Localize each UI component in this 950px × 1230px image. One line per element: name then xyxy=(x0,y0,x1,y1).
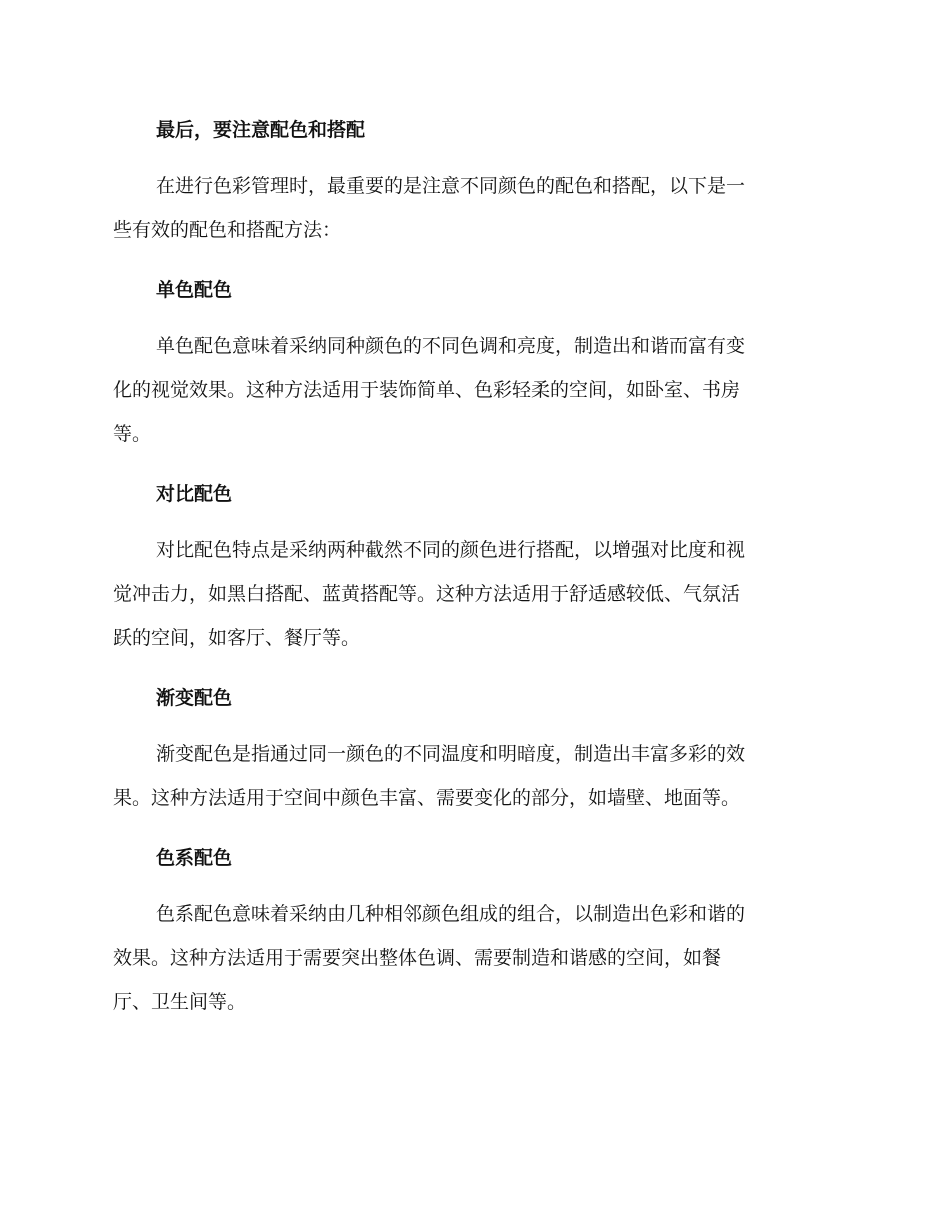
paragraph-line: 果。这种方法适用于空间中颜色丰富、需要变化的部分，如墙壁、地面等。 xyxy=(113,787,741,809)
section-heading: 对比配色 xyxy=(156,483,233,505)
section-heading: 色系配色 xyxy=(156,847,233,869)
paragraph-line: 觉冲击力，如黑白搭配、蓝黄搭配等。这种方法适用于舒适感较低、气氛活 xyxy=(113,583,741,605)
paragraph-line: 单色配色意味着采纳同种颜色的不同色调和亮度，制造出和谐而富有变 xyxy=(156,335,746,357)
section-paragraph xyxy=(113,324,830,456)
paragraph-line: 效果。这种方法适用于需要突出整体色调、需要制造和谐感的空间，如餐 xyxy=(113,947,722,969)
section-paragraph xyxy=(113,164,830,252)
paragraph-line: 在进行色彩管理时，最重要的是注意不同颜色的配色和搭配，以下是一 xyxy=(156,175,746,197)
document-body xyxy=(113,108,830,1024)
paragraph-line: 厅、卫生间等。 xyxy=(113,991,247,1013)
section-paragraph xyxy=(113,528,830,660)
section-paragraph xyxy=(113,892,830,1024)
section-paragraph xyxy=(113,732,830,820)
paragraph-line: 些有效的配色和搭配方法： xyxy=(113,219,342,241)
paragraph-line: 跃的空间，如客厅、餐厅等。 xyxy=(113,627,361,649)
paragraph-line: 化的视觉效果。这种方法适用于装饰简单、色彩轻柔的空间，如卧室、书房 xyxy=(113,379,741,401)
paragraph-line: 色系配色意味着采纳由几种相邻颜色组成的组合，以制造出色彩和谐的 xyxy=(156,903,746,925)
section-heading: 单色配色 xyxy=(156,279,233,301)
paragraph-line: 对比配色特点是采纳两种截然不同的颜色进行搭配，以增强对比度和视 xyxy=(156,539,746,561)
section-heading: 最后，要注意配色和搭配 xyxy=(156,119,366,141)
section-heading: 渐变配色 xyxy=(156,687,233,709)
paragraph-line: 渐变配色是指通过同一颜色的不同温度和明暗度，制造出丰富多彩的效 xyxy=(156,743,746,765)
paragraph-line: 等。 xyxy=(113,423,152,445)
